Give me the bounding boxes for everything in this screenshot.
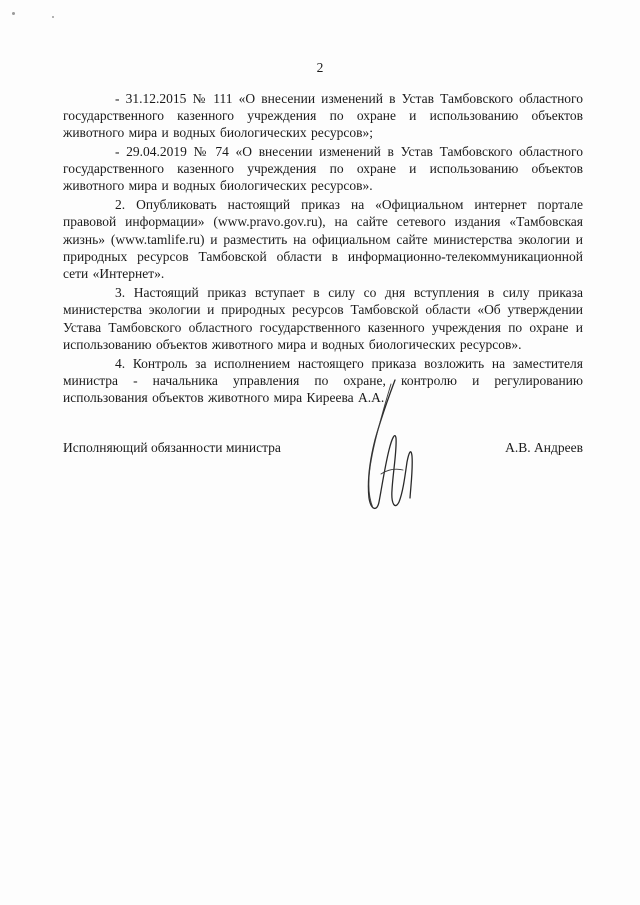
page-number: 2 — [316, 60, 324, 75]
paragraph-amendment-2015: - 31.12.2015 № 111 «О внесении изменений в Устав Тамбовского областного государственного казенного учреждения по охране и использованию объектов животного мира и водных биологических ресурсов»; — [63, 91, 583, 141]
signature-block — [63, 440, 583, 460]
scan-speck — [52, 16, 54, 18]
signatory-name: А.В. Андреев — [505, 440, 583, 455]
document-body — [63, 90, 583, 407]
paragraph-amendment-2019: - 29.04.2019 № 74 «О внесении изменений в Устав Тамбовского областного государственного казенного учреждения по охране и использованию объектов животного мира и водных биологических ресурсов». — [63, 143, 583, 194]
paragraph-publication: 2. Опубликовать настоящий приказ на «Официальном интернет портале правовой информации» (www.pravo.gov.ru), на сайте сетевого издания «Тамбовская жизнь» (www.tamlife.ru) и разместить на официальном сайте министерства экологии и природных ресурсов Тамбовской области в информационно-телекоммуникационной сети «Интернет». — [63, 197, 583, 282]
handwritten-signature — [355, 378, 415, 518]
signatory-position: Исполняющий обязанности министра — [63, 440, 281, 455]
scan-speck — [12, 12, 15, 15]
paragraph-effective-date: 3. Настоящий приказ вступает в силу со дня вступления в силу приказа министерства экологии и природных ресурсов Тамбовской области «Об утверждении Устава Тамбовского областного государственного казенного учреждения по охране и использованию объектов животного мира и водных биологических ресурсов». — [63, 285, 583, 352]
paragraph-control: 4. Контроль за исполнением настоящего приказа возложить на заместителя министра - начальника управления по охране, контролю и регулированию использования объектов животного мира Киреева А.А. — [63, 356, 583, 406]
